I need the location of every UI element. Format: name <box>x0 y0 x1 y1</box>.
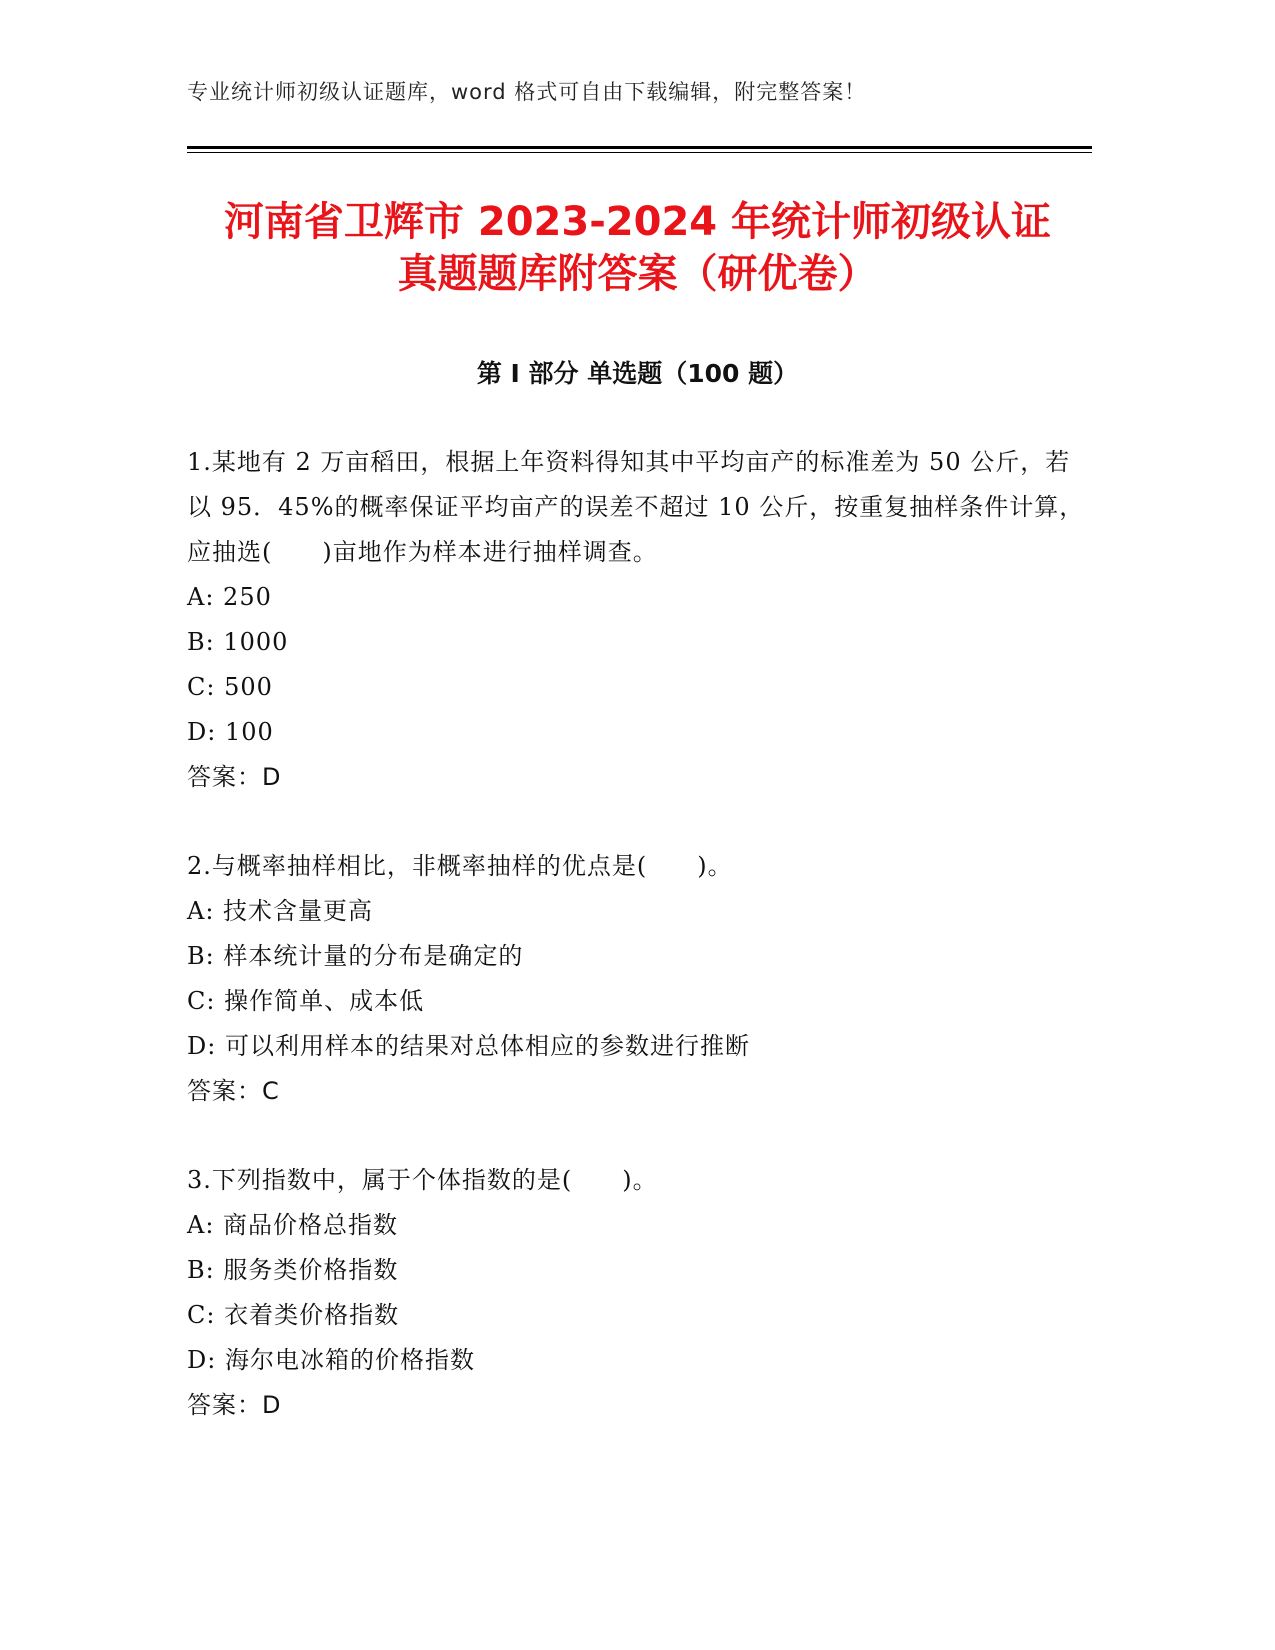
answer: 答案：D <box>187 763 282 791</box>
option-d: D: 海尔电冰箱的价格指数 <box>187 1346 475 1374</box>
document-title-line-2: 真题题库附答案（研优卷） <box>397 251 878 297</box>
question-stem: 1.某地有 2 万亩稻田，根据上年资料得知其中平均亩产的标准差为 50 公斤，若以 95．45%的概率保证平均亩产的误差不超过 10 公斤，按重复抽样条件计算，应抽选( )亩地作为样本进行抽样调查。 <box>187 448 1085 566</box>
option-b: B: 1000 <box>187 628 289 656</box>
question-3 <box>187 1158 1087 1428</box>
option-c: C: 衣着类价格指数 <box>187 1301 400 1329</box>
document-title <box>150 196 1125 300</box>
option-c: C: 500 <box>187 673 273 701</box>
option-a: A: 商品价格总指数 <box>187 1211 399 1239</box>
document-title-line-1: 河南省卫辉市 2023-2024 年统计师初级认证 <box>223 199 1052 245</box>
question-stem: 3.下列指数中，属于个体指数的是( )。 <box>187 1166 658 1194</box>
question-spacer <box>187 1114 1087 1158</box>
answer: 答案：D <box>187 1391 282 1419</box>
question-2 <box>187 844 1087 1114</box>
question-stem: 2.与概率抽样相比，非概率抽样的优点是( )。 <box>187 852 733 880</box>
section-title: 第 I 部分 单选题（100 题） <box>476 359 799 388</box>
option-c: C: 操作简单、成本低 <box>187 987 425 1015</box>
option-list <box>187 575 1087 755</box>
option-b: B: 样本统计量的分布是确定的 <box>187 942 524 970</box>
header-note: 专业统计师初级认证题库，word 格式可自由下载编辑，附完整答案！ <box>187 80 867 104</box>
question-spacer <box>187 800 1087 844</box>
option-d: D: 可以利用样本的结果对总体相应的参数进行推断 <box>187 1032 750 1060</box>
header-rule-thick <box>187 146 1092 149</box>
option-a: A: 250 <box>187 583 272 611</box>
question-list <box>187 440 1087 1428</box>
option-a: A: 技术含量更高 <box>187 897 374 925</box>
option-b: B: 服务类价格指数 <box>187 1256 399 1284</box>
option-list <box>187 889 1087 1069</box>
header-rule-thin <box>187 152 1092 153</box>
question-1 <box>187 440 1087 800</box>
option-d: D: 100 <box>187 718 274 746</box>
answer: 答案：C <box>187 1077 280 1105</box>
option-list <box>187 1203 1087 1383</box>
